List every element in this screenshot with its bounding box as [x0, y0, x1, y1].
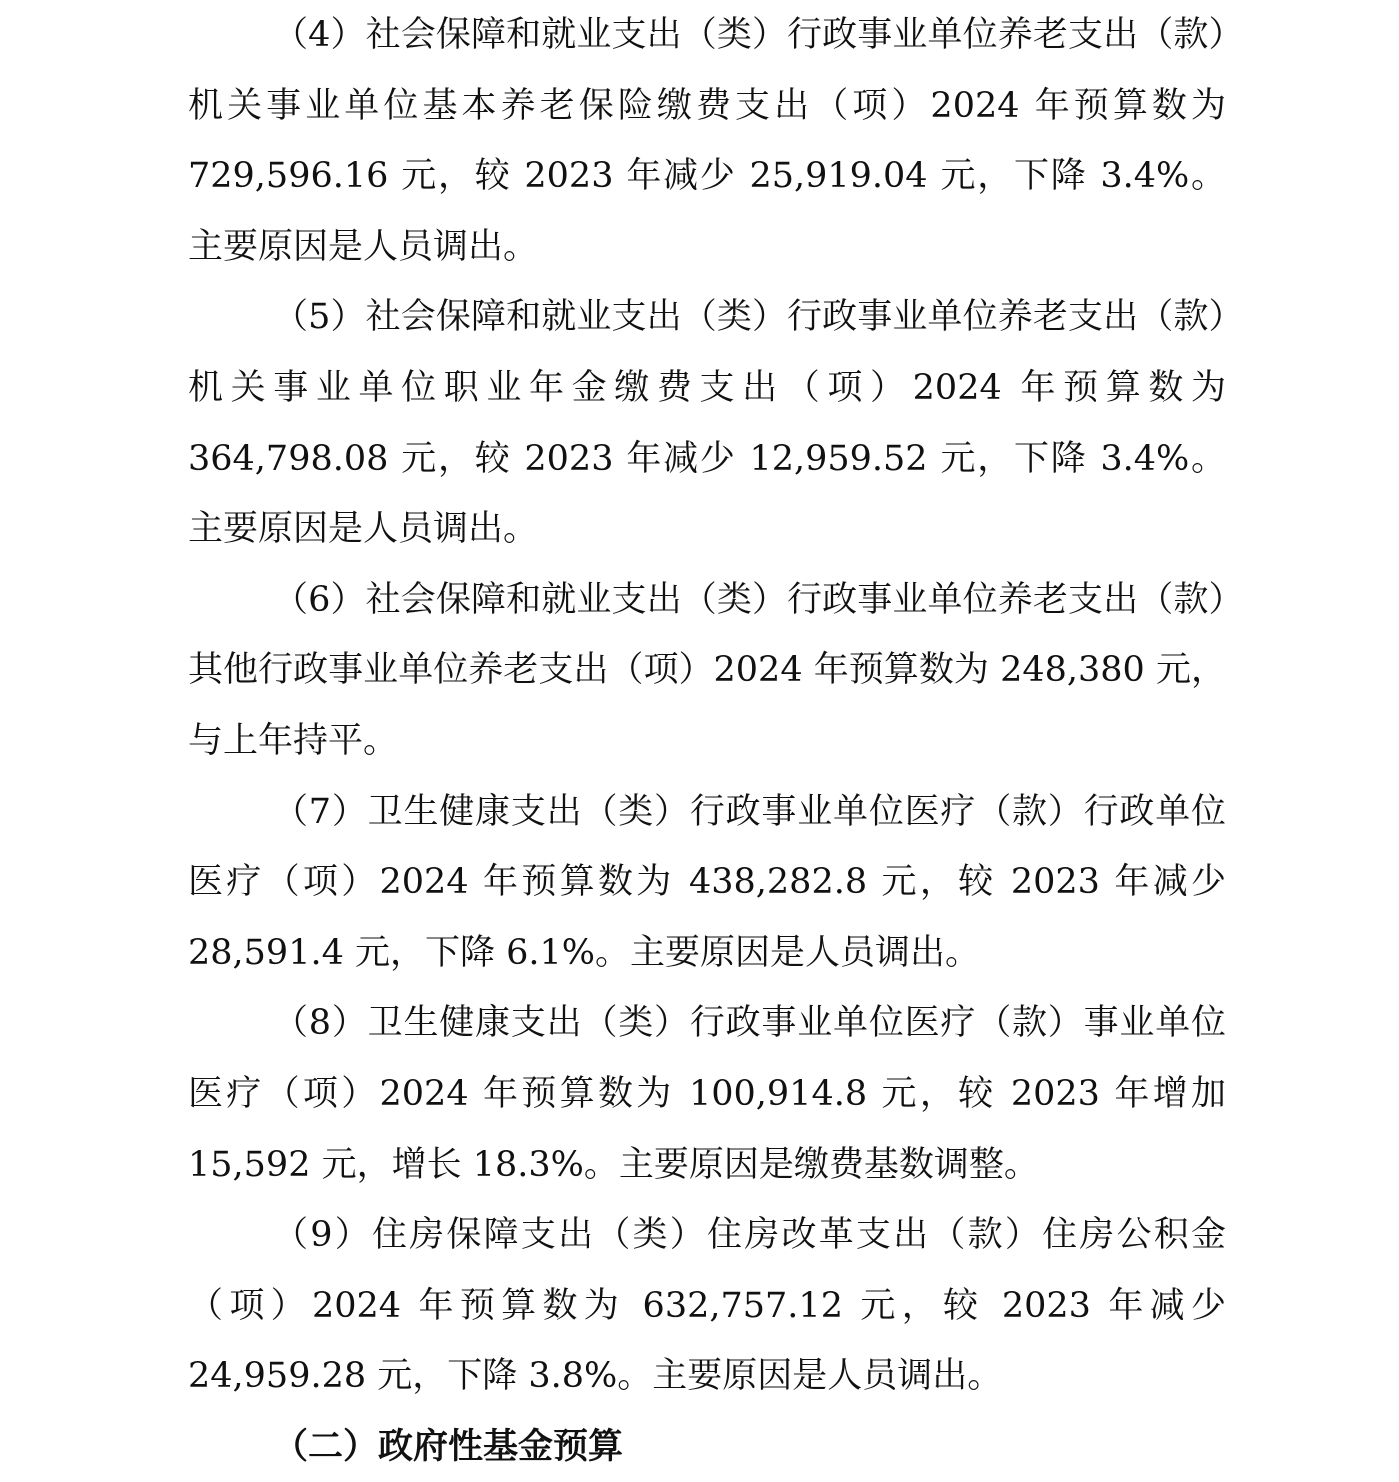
document-page	[188, 0, 1226, 1482]
paragraph-item-4: （4）社会保障和就业支出（类）行政事业单位养老支出（款）机关事业单位基本养老保险缴费支出（项）2024 年预算数为 729,596.16 元，较 2023 年减少 25,919.04 元，下降 3.4%。主要原因是人员调出。	[188, 15, 1226, 267]
section-heading: （二）政府性基金预算	[273, 1426, 624, 1467]
paragraph-item-9: （9）住房保障支出（类）住房改革支出（款）住房公积金（项）2024 年预算数为 632,757.12 元，较 2023 年减少 24,959.28 元，下降 3.8%。主要原因是人员调出。	[188, 1215, 1226, 1397]
paragraph-item-6: （6）社会保障和就业支出（类）行政事业单位养老支出（款）其他行政事业单位养老支出（项）2024 年预算数为 248,380 元，与上年持平。	[188, 579, 1226, 761]
paragraph-item-8: （8）卫生健康支出（类）行政事业单位医疗（款）事业单位医疗（项）2024 年预算数为 100,914.8 元，较 2023 年增加 15,592 元，增长 18.3%。主要原因是缴费基数调整。	[188, 1003, 1226, 1185]
paragraph-item-7: （7）卫生健康支出（类）行政事业单位医疗（款）行政单位医疗（项）2024 年预算数为 438,282.8 元，较 2023 年减少 28,591.4 元，下降 6.1%。主要原因是人员调出。	[188, 791, 1226, 973]
paragraph-item-5: （5）社会保障和就业支出（类）行政事业单位养老支出（款）机关事业单位职业年金缴费支出（项）2024 年预算数为 364,798.08 元，较 2023 年减少 12,959.52 元，下降 3.4%。主要原因是人员调出。	[188, 297, 1226, 550]
